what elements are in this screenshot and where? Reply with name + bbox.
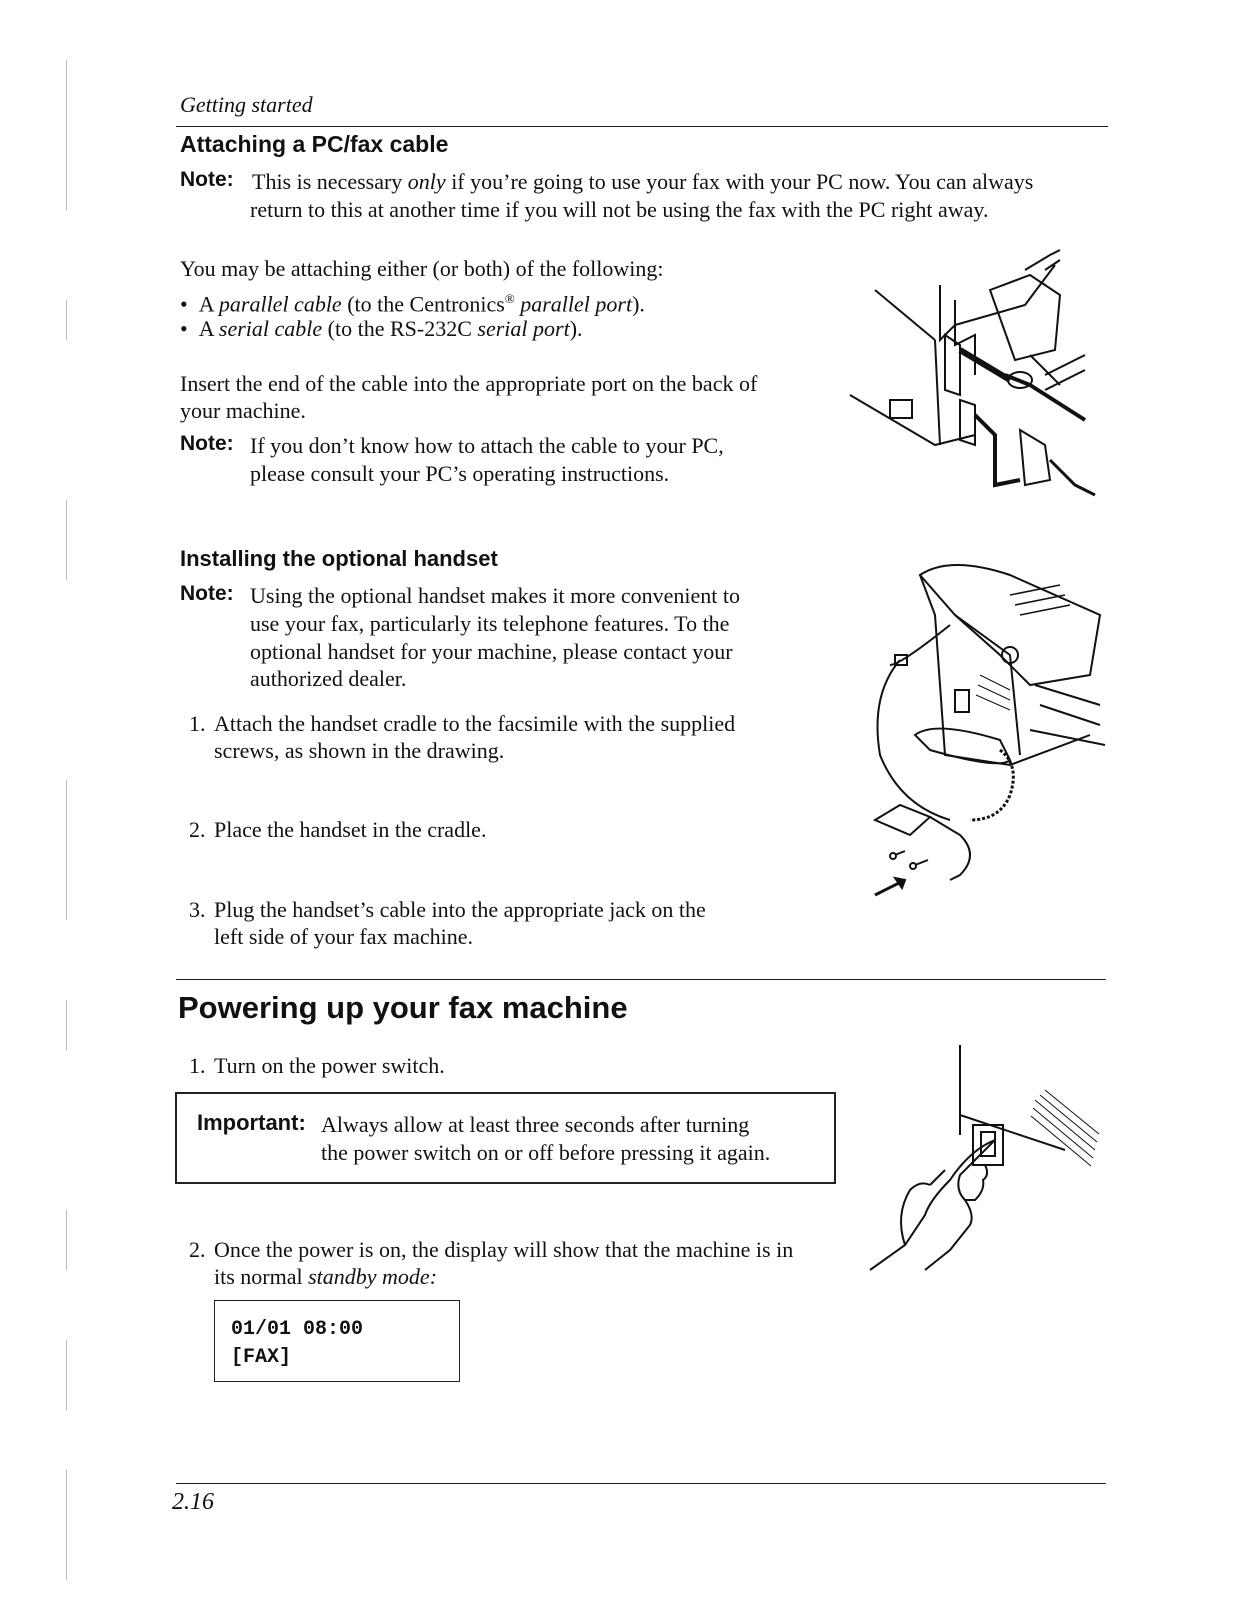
page-edge-mark bbox=[66, 300, 67, 340]
bullet-serial: • A serial cable (to the RS-232C serial port). bbox=[180, 316, 583, 341]
step-number: 2. bbox=[189, 817, 206, 842]
step-number: 1. bbox=[189, 711, 206, 736]
handset-illustration bbox=[860, 555, 1110, 910]
note-label: Note: bbox=[180, 168, 234, 191]
important-text: the power switch on or off before pressing it again. bbox=[321, 1140, 771, 1165]
note-text: use your fax, particularly its telephone features. To the bbox=[250, 611, 730, 636]
section-title-attach: Attaching a PC/fax cable bbox=[180, 131, 449, 157]
page-edge-mark bbox=[66, 1340, 67, 1410]
insert-text: your machine. bbox=[180, 398, 306, 423]
note-text: authorized dealer. bbox=[250, 666, 407, 691]
bullet-icon: • bbox=[180, 316, 199, 341]
note-label: Note: bbox=[180, 432, 234, 455]
step-text: Place the handset in the cradle. bbox=[214, 817, 487, 842]
note-text: return to this at another time if you will not be using the fax with the PC right away. bbox=[250, 197, 989, 222]
page-number: 2.16 bbox=[172, 1489, 214, 1515]
step-number: 3. bbox=[189, 897, 206, 922]
lcd-line: [FAX] bbox=[231, 1346, 292, 1369]
note-text: Using the optional handset makes it more convenient to bbox=[250, 583, 741, 608]
section-title-handset: Installing the optional handset bbox=[180, 546, 498, 571]
step-text: left side of your fax machine. bbox=[214, 924, 474, 949]
insert-text: Insert the end of the cable into the appropriate port on the back of bbox=[180, 371, 758, 396]
note-text: optional handset for your machine, please contact your bbox=[250, 639, 733, 664]
step-text: its normal standby mode: bbox=[214, 1264, 438, 1289]
lcd-display bbox=[214, 1300, 460, 1382]
footer-rule bbox=[176, 1483, 1106, 1484]
page-edge-mark bbox=[66, 500, 67, 580]
intro-text: You may be attaching either (or both) of the following: bbox=[180, 256, 664, 281]
cable-port-illustration bbox=[845, 245, 1105, 500]
page-edge-mark bbox=[66, 60, 67, 210]
section-title-power: Powering up your fax machine bbox=[178, 990, 628, 1025]
step-number: 2. bbox=[189, 1237, 206, 1262]
note-text: This is necessary only if you’re going to use your fax with your PC now. You can always bbox=[252, 169, 1034, 194]
page-edge-mark bbox=[66, 1210, 67, 1270]
section-rule bbox=[176, 979, 1106, 980]
important-text: Always allow at least three seconds after turning bbox=[321, 1112, 750, 1137]
step-text: screws, as shown in the drawing. bbox=[214, 738, 505, 763]
note-label: Note: bbox=[180, 582, 234, 605]
note-text: If you don’t know how to attach the cable to your PC, bbox=[250, 433, 724, 458]
page-edge-mark bbox=[66, 1470, 67, 1580]
step-text: Turn on the power switch. bbox=[214, 1053, 445, 1078]
step-text: Plug the handset’s cable into the appropriate jack on the bbox=[214, 897, 706, 922]
lcd-line: 01/01 08:00 bbox=[231, 1318, 364, 1341]
important-label: Important: bbox=[197, 1110, 306, 1135]
bullet-icon: • bbox=[180, 291, 199, 317]
step-number: 1. bbox=[189, 1053, 206, 1078]
step-text: Attach the handset cradle to the facsimile with the supplied bbox=[214, 711, 736, 736]
bullet-parallel: • A parallel cable (to the Centronics® parallel port). bbox=[180, 291, 645, 317]
note-text: please consult your PC’s operating instructions. bbox=[250, 461, 670, 486]
page-edge-mark bbox=[66, 1000, 67, 1050]
power-switch-illustration bbox=[865, 1040, 1105, 1275]
header-rule bbox=[176, 126, 1108, 127]
important-box bbox=[175, 1092, 836, 1184]
step-text: Once the power is on, the display will show that the machine is in bbox=[214, 1237, 794, 1262]
running-header: Getting started bbox=[180, 92, 313, 117]
page-edge-mark bbox=[66, 780, 67, 920]
